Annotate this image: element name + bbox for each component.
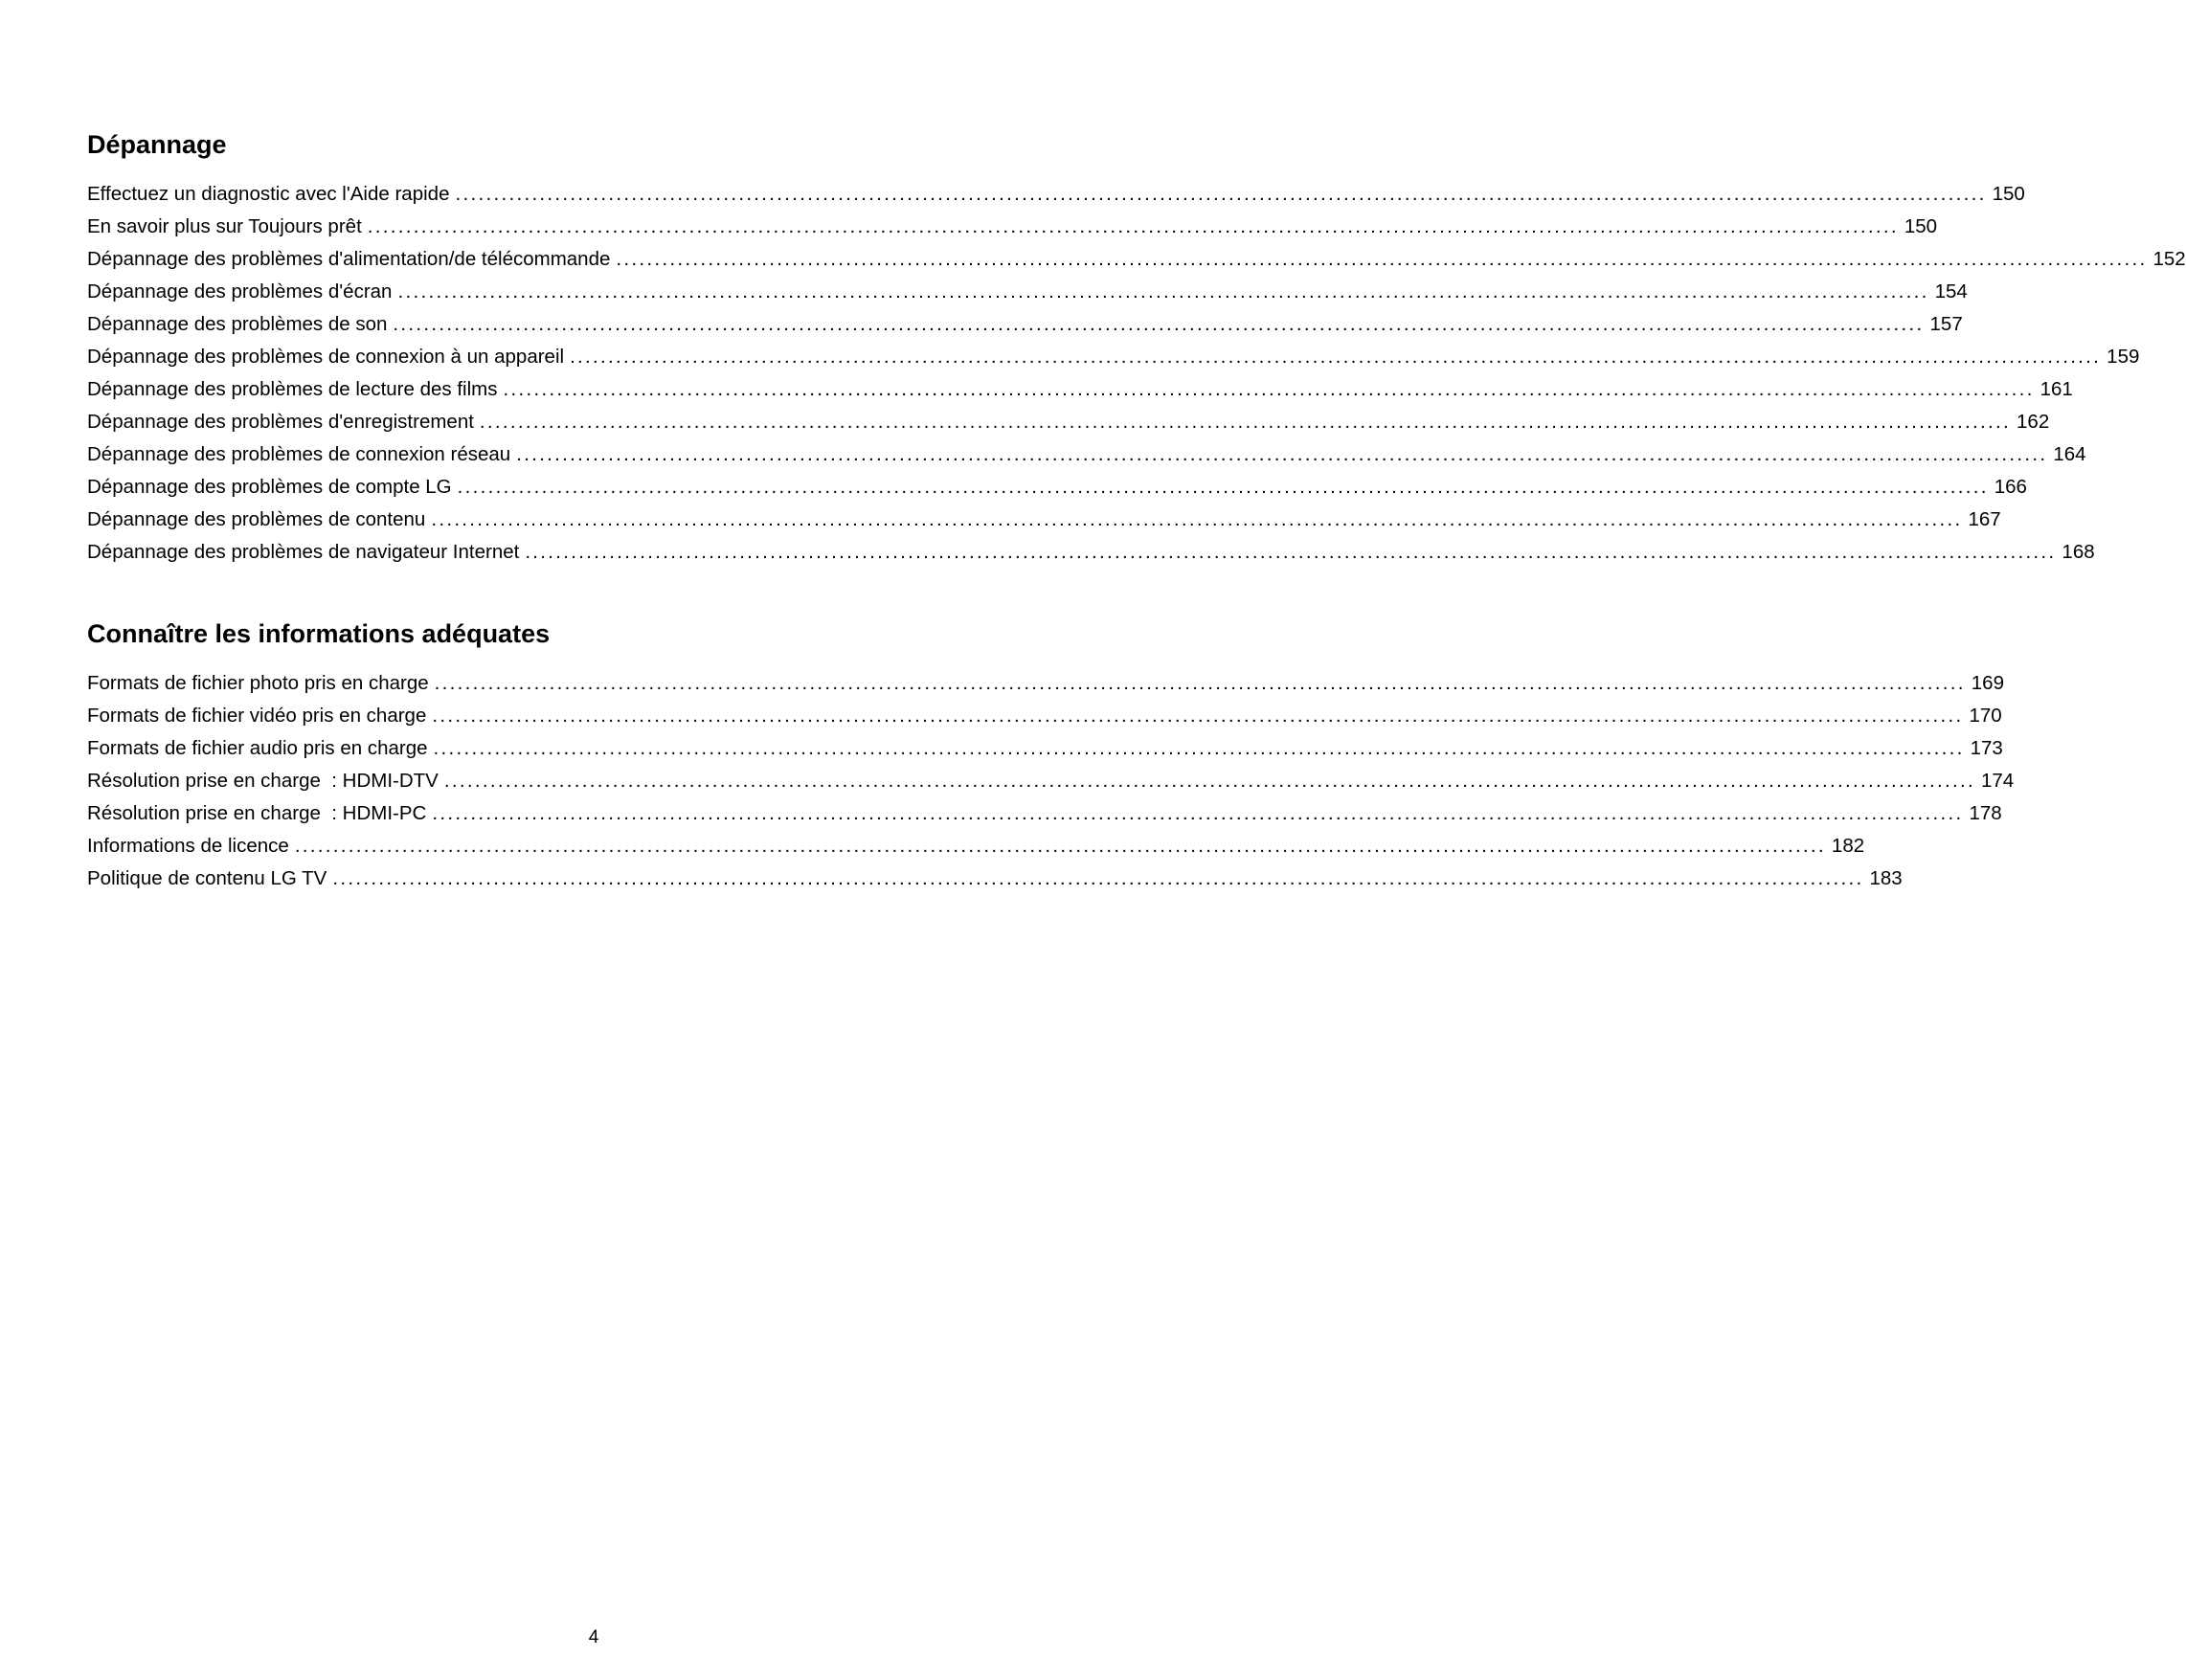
- toc-entry[interactable]: [87, 732, 2003, 765]
- toc-entry-page: 182: [1831, 835, 1865, 857]
- toc-entry-page: 157: [1929, 313, 1963, 335]
- dot-leader: ........................................................................................................................................................................................................: [397, 280, 1929, 302]
- dot-leader: ........................................................................................................................................................................................................: [516, 443, 2048, 465]
- dot-leader: ........................................................................................................................................................................................................: [367, 215, 1899, 237]
- section-title-depannage: Dépannage: [87, 130, 227, 159]
- toc-entry[interactable]: [87, 700, 2002, 732]
- toc-entry-title: Dépannage des problèmes de son: [87, 313, 388, 335]
- toc-entry-title: Résolution prise en charge : HDMI-PC: [87, 802, 427, 824]
- toc-entry-title: Informations de licence: [87, 835, 289, 857]
- toc-entry-page: 154: [1934, 280, 1968, 302]
- dot-leader: ........................................................................................................................................................................................................: [432, 705, 1964, 727]
- dot-leader: ........................................................................................................................................................................................................: [434, 672, 1966, 694]
- dot-leader: ........................................................................................................................................................................................................: [503, 378, 2035, 400]
- toc-entry-title: Dépannage des problèmes d'écran: [87, 280, 393, 302]
- toc-entry-title: Dépannage des problèmes d'alimentation/de télécommande: [87, 248, 611, 270]
- toc-entry-page: 152: [2152, 248, 2186, 270]
- dot-leader: ........................................................................................................................................................................................................: [432, 802, 1964, 824]
- toc-entry-title: Dépannage des problèmes de contenu: [87, 508, 426, 530]
- toc-entry-title: Dépannage des problèmes de compte LG: [87, 476, 452, 498]
- dot-leader: ........................................................................................................................................................................................................: [393, 313, 1925, 335]
- toc-entry[interactable]: [87, 341, 2140, 373]
- toc-entry-title: En savoir plus sur Toujours prêt: [87, 215, 362, 237]
- toc-entry[interactable]: [87, 536, 2095, 569]
- toc-entry[interactable]: [87, 211, 1938, 243]
- dot-leader: ........................................................................................................................................................................................................: [455, 183, 1987, 205]
- toc-entry-page: 150: [1904, 215, 1938, 237]
- dot-leader: ........................................................................................................................................................................................................: [443, 770, 1975, 792]
- toc-entry-title: Effectuez un diagnostic avec l'Aide rapide: [87, 183, 450, 205]
- toc-entry-page: 159: [2107, 346, 2140, 368]
- toc-entry-page: 167: [1968, 508, 2001, 530]
- toc-entry[interactable]: [87, 667, 2004, 700]
- toc-entry[interactable]: [87, 830, 1865, 862]
- toc-entry[interactable]: [87, 765, 2015, 797]
- toc-entry[interactable]: [87, 276, 1968, 308]
- toc-entry-title: Formats de fichier vidéo pris en charge: [87, 705, 427, 727]
- toc-entry-page: 168: [2062, 541, 2095, 563]
- toc-entry-page: 164: [2053, 443, 2086, 465]
- toc-entry[interactable]: [87, 308, 1963, 341]
- toc-entry-page: 161: [2040, 378, 2073, 400]
- dot-leader: ........................................................................................................................................................................................................: [570, 346, 2102, 368]
- toc-entry-title: Dépannage des problèmes de connexion à un appareil: [87, 346, 565, 368]
- toc-entry-page: 173: [1970, 737, 2003, 759]
- toc-entry[interactable]: [87, 862, 1903, 895]
- toc-list-depannage: [87, 178, 2186, 569]
- toc-entry-page: 150: [1992, 183, 2025, 205]
- toc-entry[interactable]: [87, 438, 2086, 471]
- toc-entry-page: 170: [1969, 705, 2002, 727]
- toc-entry-page: 183: [1869, 867, 1903, 889]
- toc-entry-page: 169: [1971, 672, 2004, 694]
- dot-leader: ........................................................................................................................................................................................................: [433, 737, 1965, 759]
- toc-entry-title: Formats de fichier audio pris en charge: [87, 737, 428, 759]
- toc-entry-page: 174: [1980, 770, 2015, 792]
- toc-entry-title: Dépannage des problèmes de lecture des films: [87, 378, 498, 400]
- dot-leader: ........................................................................................................................................................................................................: [332, 867, 1864, 889]
- toc-entry-title: Dépannage des problèmes de connexion réseau: [87, 443, 511, 465]
- toc-entry[interactable]: [87, 373, 2073, 406]
- dot-leader: ........................................................................................................................................................................................................: [431, 508, 1963, 530]
- toc-entry-title: Formats de fichier photo pris en charge: [87, 672, 429, 694]
- toc-entry[interactable]: [87, 504, 2001, 536]
- toc-list-informations: [87, 667, 2015, 895]
- toc-entry-page: 178: [1969, 802, 2002, 824]
- toc-entry-page: 162: [2017, 411, 2050, 433]
- section-title-informations: Connaître les informations adéquates: [87, 619, 551, 648]
- toc-entry-title: Politique de contenu LG TV: [87, 867, 327, 889]
- page-number: 4: [588, 1627, 599, 1647]
- toc-entry-title: Dépannage des problèmes d'enregistrement: [87, 411, 474, 433]
- dot-leader: ........................................................................................................................................................................................................: [479, 411, 2012, 433]
- toc-entry[interactable]: [87, 243, 2186, 276]
- dot-leader: ........................................................................................................................................................................................................: [616, 248, 2148, 270]
- toc-entry[interactable]: [87, 178, 2025, 211]
- toc-entry-title: Résolution prise en charge : HDMI-DTV: [87, 770, 439, 792]
- toc-entry[interactable]: [87, 406, 2050, 438]
- dot-leader: ........................................................................................................................................................................................................: [294, 835, 1826, 857]
- toc-entry[interactable]: [87, 797, 2002, 830]
- dot-leader: ........................................................................................................................................................................................................: [457, 476, 1989, 498]
- toc-entry-page: 166: [1994, 476, 2027, 498]
- toc-entry-title: Dépannage des problèmes de navigateur Internet: [87, 541, 520, 563]
- toc-entry[interactable]: [87, 471, 2027, 504]
- dot-leader: ........................................................................................................................................................................................................: [525, 541, 2057, 563]
